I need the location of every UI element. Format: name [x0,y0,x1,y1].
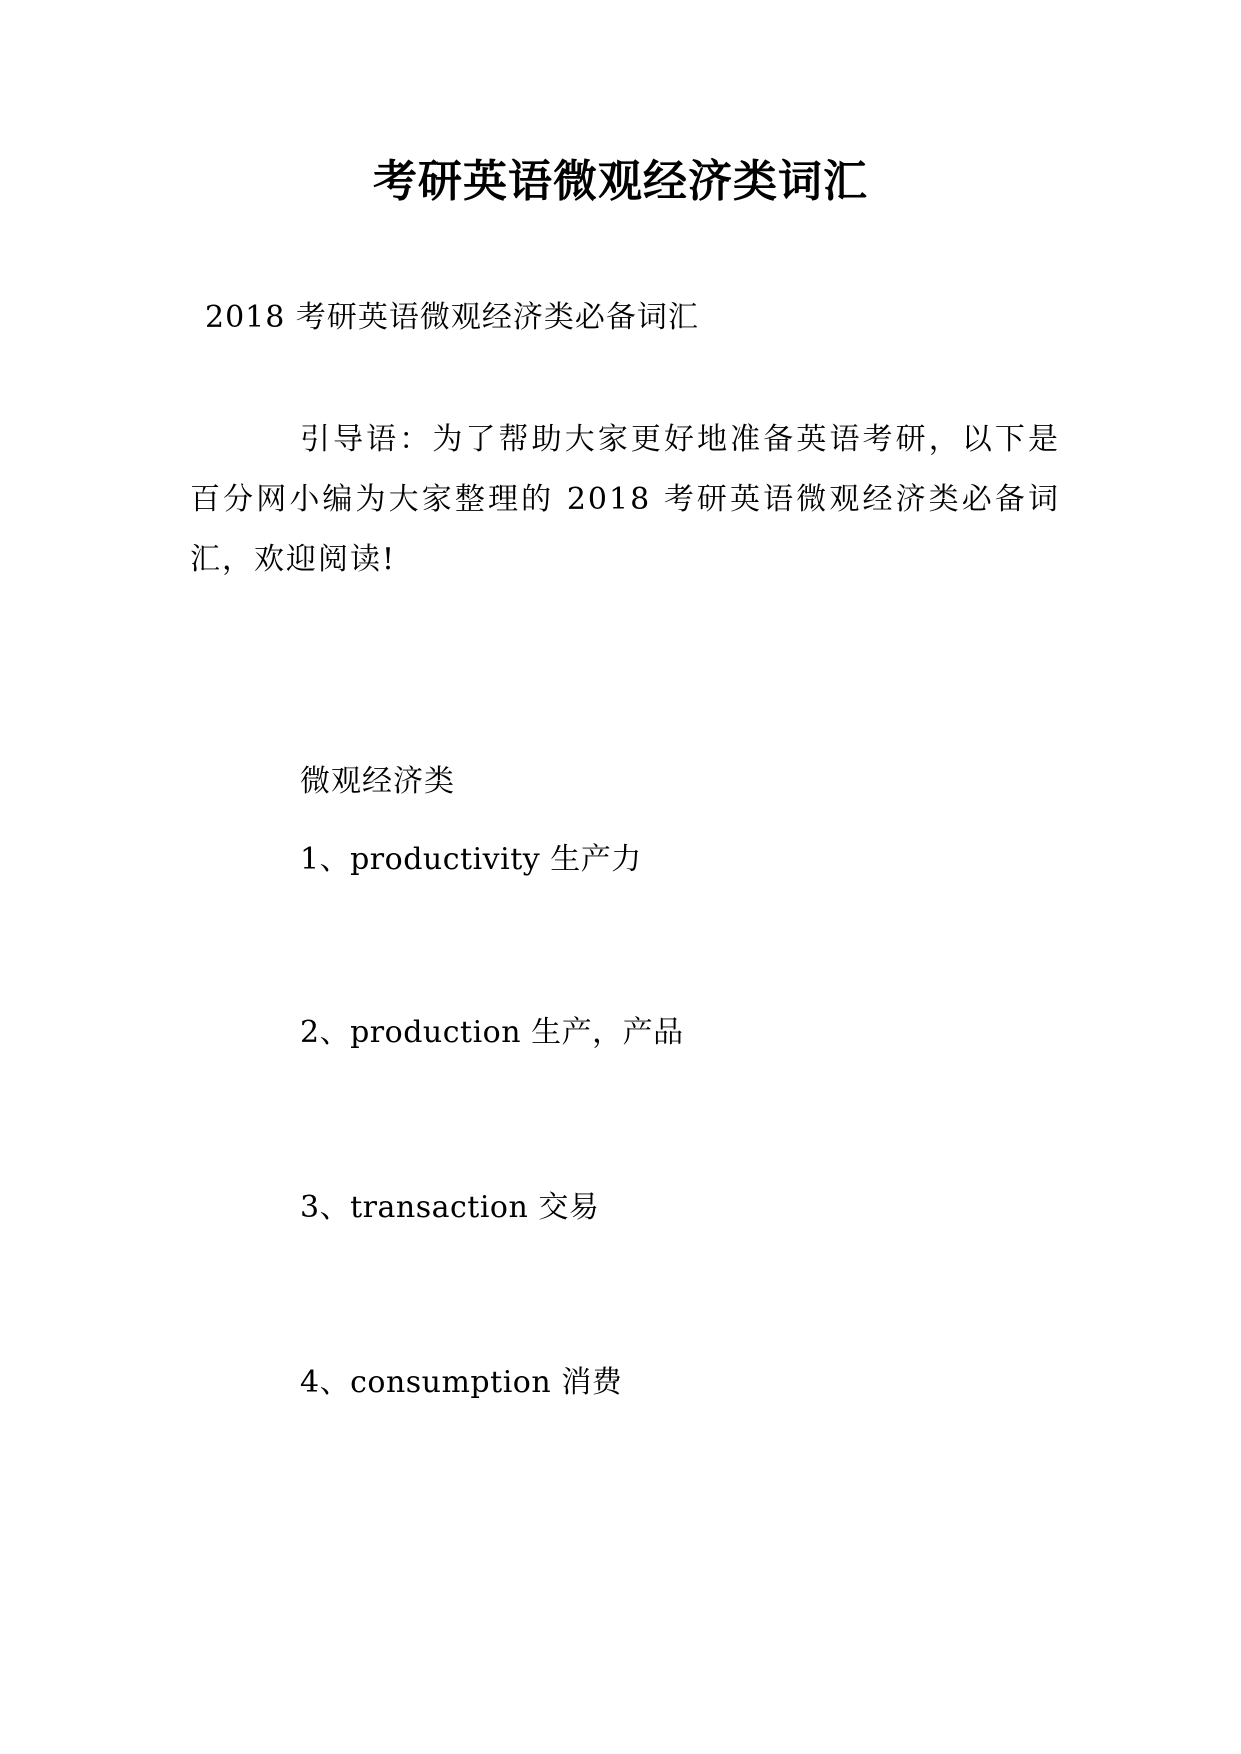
section-heading: 微观经济类 [300,764,455,799]
intro-paragraph: 引导语：为了帮助大家更好地准备英语考研，以下是百分网小编为大家整理的 2018 考研英语微观经济类必备词汇，欢迎阅读! [190,422,1060,577]
vocab-item-3: 3、transaction 交易 [300,1190,600,1225]
vocab-item-4: 4、consumption 消费 [300,1365,623,1400]
document-title: 考研英语微观经济类词汇 [373,156,868,207]
vocab-item-2: 2、production 生产，产品 [300,1015,684,1050]
vocab-item-1: 1、productivity 生产力 [300,842,642,877]
document-subtitle: 2018 考研英语微观经济类必备词汇 [205,300,699,335]
